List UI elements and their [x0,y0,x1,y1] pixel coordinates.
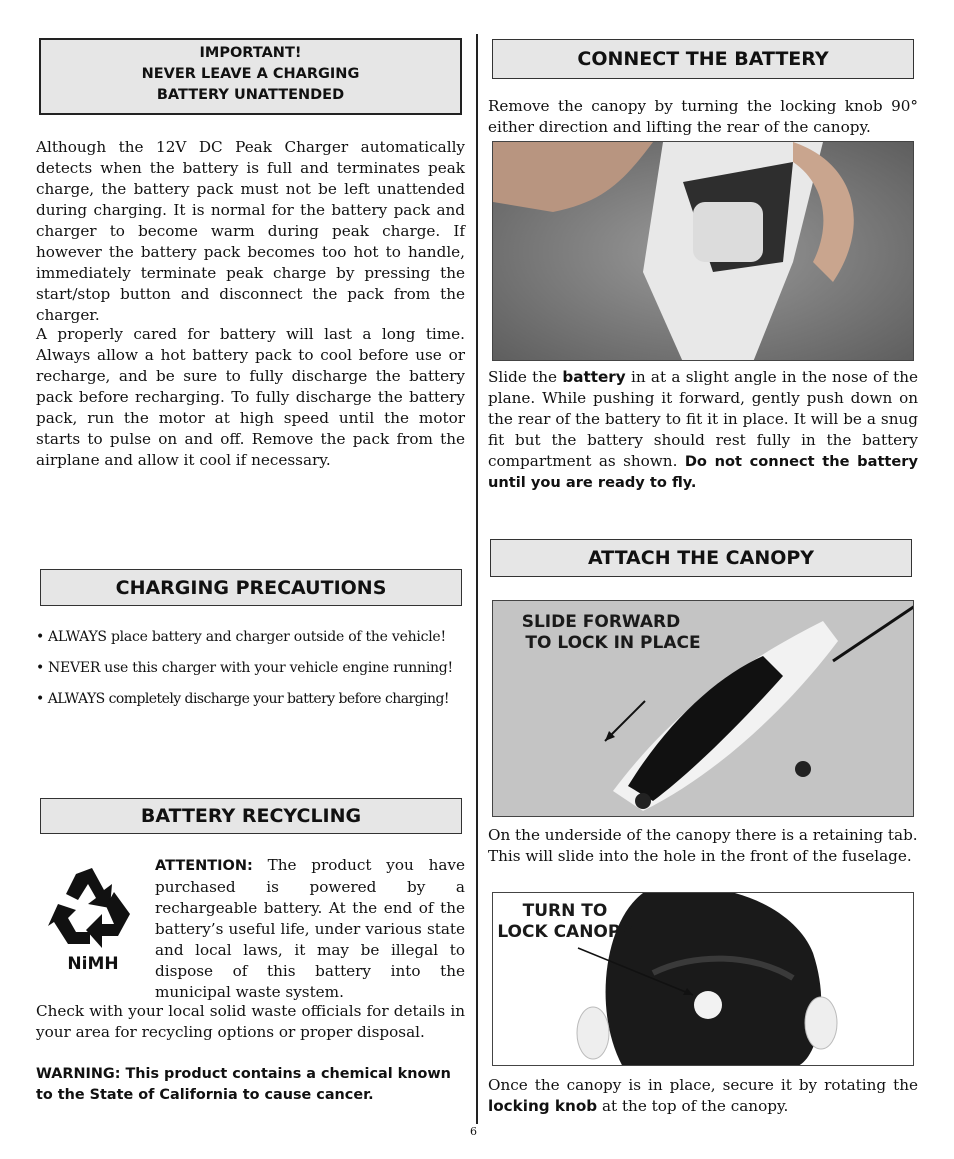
charging-paragraph-1: Although the 12V DC Peak Charger automatically detects when the battery is full and terminates peak charge, the battery pack must not be left unattended during charging. It is normal for the battery pack and charger to become warm during peak charge. If however the battery pack becomes too hot to handle, immediately terminate peak charge by pressing the start/stop button and disconnect the pack from the charger. [36,138,465,324]
precaution-item-1 [36,628,446,646]
locking-knob-text [488,1075,918,1117]
nimh-label: NiMH [67,954,119,974]
slide-battery-text [488,367,918,493]
bullet-dot-icon: • [36,660,45,676]
slide-forward-caption-2: TO LOCK IN PLACE [525,633,701,653]
locking-text-end: at the top of the canopy. [597,1097,789,1115]
turn-to-caption-1: TURN TO [522,901,608,921]
do-not-connect-warning: Do not connect the battery until you are ready to fly. [488,453,918,491]
remove-canopy-text: Remove the canopy by turning the locking knob 90° either direction and lifting the rear of the canopy. [488,97,918,136]
precaution-text-1: ALWAYS place battery and charger outside of the vehicle! [48,629,446,645]
battery-recycling-heading: BATTERY RECYCLING [40,798,462,834]
locking-knob-bold: locking knob [488,1097,598,1115]
slide-forward-caption-1: SLIDE FORWARD [521,612,681,632]
canopy-slide-photo [492,600,914,817]
charging-precautions-heading: CHARGING PRECAUTIONS [40,569,462,606]
precaution-item-2 [36,659,453,677]
connect-battery-heading: CONNECT THE BATTERY [492,39,914,79]
turn-to-caption-2: LOCK CANOPY [497,922,633,942]
battery-bold: battery [562,368,626,386]
bullet-dot-icon: • [36,629,45,645]
precaution-text-2: NEVER use this charger with your vehicle engine running! [48,660,453,676]
battery-install-photo [492,141,914,361]
page-number: 6 [470,1125,477,1138]
locking-text-start: Once the canopy is in place, secure it by rotating the [488,1076,918,1094]
important-line-3: BATTERY UNATTENDED [156,87,345,103]
bullet-dot-icon: • [36,691,44,707]
california-warning: WARNING: This product contains a chemical known to the State of California to cause cancer. [36,1066,451,1103]
attach-canopy-heading: ATTACH THE CANOPY [490,539,912,577]
important-notice-box [39,38,462,115]
recycle-icon [46,864,140,952]
column-divider [476,34,478,1124]
important-line-2: NEVER LEAVE A CHARGING [141,66,360,82]
attention-paragraph [155,855,465,1003]
nimh-recycle-logo [46,864,140,976]
slide-text-start: Slide the [488,368,563,386]
charging-paragraph-2: A properly cared for battery will last a long time. Always allow a hot battery pack to cool before use or recharge, and be sure to fully discharge the battery pack before recharging. To fully discharge the battery pack, run the motor at high speed until the motor starts to pulse on and off. Remove the pack from the airplane and allow it cool if necessary. [36,325,465,469]
canopy-lock-photo [492,892,914,1066]
precaution-item-3 [36,690,449,708]
recycling-check-paragraph: Check with your local solid waste officials for details in your area for recycling options or proper disposal. [36,1002,465,1041]
retaining-tab-text: On the underside of the canopy there is a retaining tab. This will slide into the hole in the front of the fuselage. [488,826,918,865]
slide-text-body: in at a slight angle in the nose of the plane. While pushing it forward, gently push down on the rear of the battery to fit it in place. It will be a snug fit but the battery should rest fully in the battery compartment as shown. [488,368,918,470]
attention-text: The product you have purchased is powered by a rechargeable battery. At the end of the battery’s useful life, under various state and local laws, it may be illegal to dispose of this battery into the municipal waste system. [155,856,465,1001]
attention-label: ATTENTION: [155,858,253,874]
important-line-1: IMPORTANT! [199,45,302,61]
precaution-text-3: ALWAYS completely discharge your battery before charging! [47,691,449,707]
